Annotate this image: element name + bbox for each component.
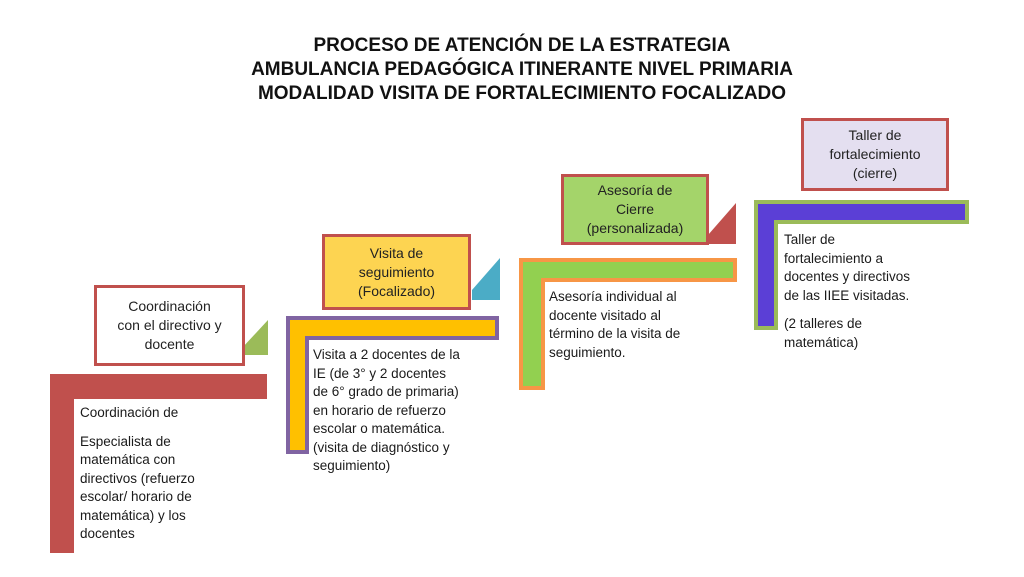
step-4-line: Taller de <box>784 232 836 247</box>
step-2-label: Visita de seguimiento (Focalizado) <box>322 234 471 310</box>
step-1-line: matemática con <box>80 452 176 467</box>
step-3-line: seguimiento. <box>549 344 626 360</box>
step-1-line: escolar/ horario de <box>80 489 192 504</box>
step-3-description <box>549 288 680 362</box>
step-1-description <box>80 404 195 544</box>
step-1-line: Especialista de <box>80 433 171 449</box>
step-2-connector <box>472 258 500 300</box>
title-line-2: AMBULANCIA PEDAGÓGICA ITINERANTE NIVEL PRIMARIA <box>251 59 793 80</box>
step-3-line: Asesoría individual al <box>549 289 677 304</box>
step-4-description <box>784 231 910 352</box>
step-4-line: fortalecimiento a <box>784 250 884 266</box>
step-1-line: directivos (refuerzo <box>80 470 195 486</box>
step-4-line: docentes y directivos <box>784 269 911 284</box>
step-2-line: seguimiento) <box>313 458 391 473</box>
step-1-line <box>80 423 195 433</box>
step-3-connector <box>708 203 736 244</box>
step-3-line: término de la visita de <box>549 326 681 341</box>
step-1-line: Coordinación de <box>80 405 179 420</box>
step-1-label: Coordinación con el directivo y docente <box>94 285 245 366</box>
step-2-description <box>313 346 460 476</box>
step-1-line: docentes <box>80 526 135 541</box>
step-4-label: Taller de fortalecimiento (cierre) <box>801 118 949 191</box>
step-1-line: matemática) y los <box>80 507 186 523</box>
step-2-line: en horario de refuerzo <box>313 402 446 418</box>
title-line-3: MODALIDAD VISITA DE FORTALECIMIENTO FOCALIZADO <box>257 83 787 104</box>
step-2-line: escolar o matemática. <box>313 421 446 436</box>
step-3-line: docente visitado al <box>549 307 661 323</box>
step-4-line: matemática) <box>784 334 859 350</box>
title-line-1: PROCESO DE ATENCIÓN DE LA ESTRATEGIA <box>313 35 731 56</box>
step-2-line: de 6° grado de primaria) <box>313 384 459 399</box>
step-2-line: (visita de diagnóstico y <box>313 439 450 455</box>
step-4-line <box>784 305 910 315</box>
step-2-line: Visita a 2 docentes de la <box>313 347 460 362</box>
step-2-line: IE (de 3° y 2 docentes <box>313 365 446 381</box>
step-4-line: (2 talleres de <box>784 316 863 331</box>
step-4-line: de las IIEE visitadas. <box>784 287 910 303</box>
step-1-connector <box>242 320 268 355</box>
step-3-label: Asesoría de Cierre (personalizada) <box>561 174 709 245</box>
